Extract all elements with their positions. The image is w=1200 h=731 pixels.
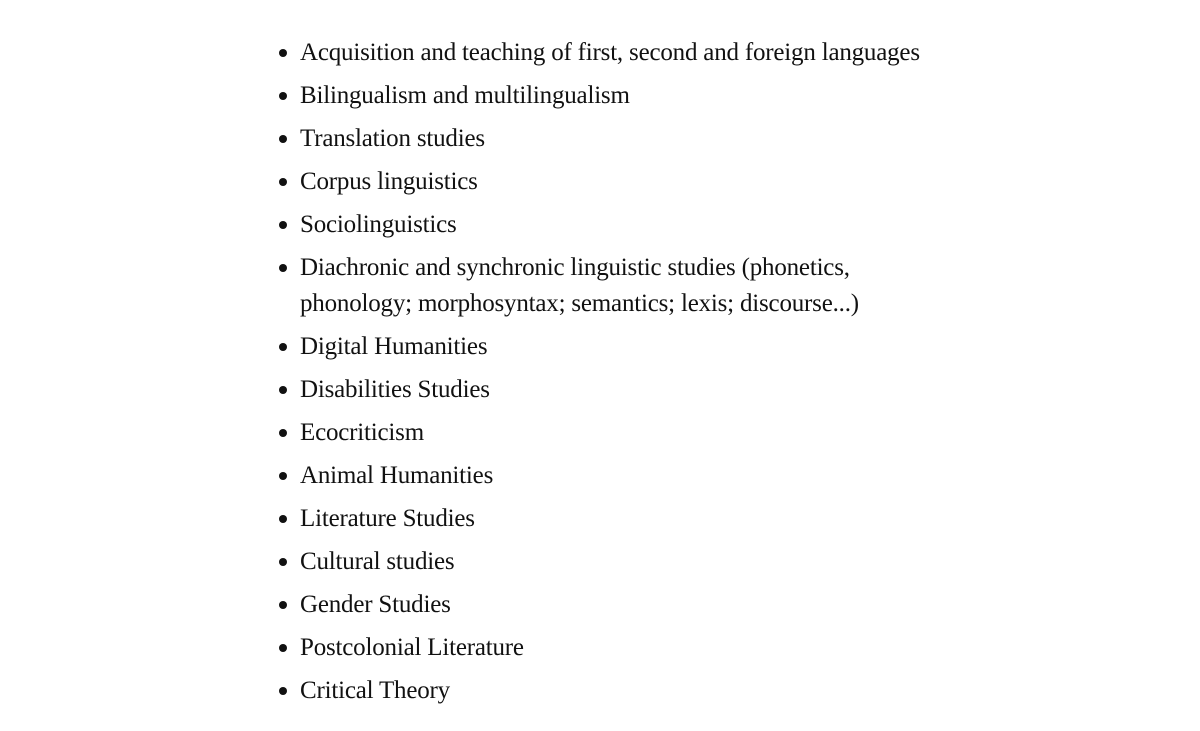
list-item-text: Sociolinguistics xyxy=(300,211,457,238)
bullet-icon xyxy=(279,49,287,57)
list-item xyxy=(277,415,997,451)
bullet-icon xyxy=(279,221,287,229)
list-item-text: Literature Studies xyxy=(300,505,475,532)
list-item-text: Digital Humanities xyxy=(300,333,488,360)
list-item-text: Ecocriticism xyxy=(300,419,424,446)
list-item-text: Critical Theory xyxy=(300,677,450,704)
bullet-icon xyxy=(279,687,287,695)
bullet-icon xyxy=(279,135,287,143)
bullet-icon xyxy=(279,515,287,523)
bullet-icon xyxy=(279,644,287,652)
list-item xyxy=(277,372,997,408)
list-item xyxy=(277,78,997,114)
list-item-text: Gender Studies xyxy=(300,591,451,618)
bullet-icon xyxy=(279,264,287,272)
bullet-icon xyxy=(279,558,287,566)
list-item xyxy=(277,207,997,243)
bullet-icon xyxy=(279,601,287,609)
bullet-icon xyxy=(279,386,287,394)
list-item-text: Translation studies xyxy=(300,125,485,152)
list-item-text: Acquisition and teaching of first, second and foreign languages xyxy=(300,39,920,66)
list-item xyxy=(277,673,997,709)
list-item xyxy=(277,630,997,666)
list-item-text: Postcolonial Literature xyxy=(300,634,524,661)
list-item-text: Disabilities Studies xyxy=(300,376,490,403)
list-item-text: Animal Humanities xyxy=(300,462,494,489)
list-item-text: Bilingualism and multilingualism xyxy=(300,82,630,109)
bullet-icon xyxy=(279,92,287,100)
list-item xyxy=(277,329,997,365)
list-item-text: Diachronic and synchronic linguistic studies (phonetics, phonology; morphosyntax; semantics; lexis; discourse...) xyxy=(300,254,859,317)
list-item xyxy=(277,121,997,157)
list-item xyxy=(277,458,997,494)
bullet-icon xyxy=(279,178,287,186)
bullet-icon xyxy=(279,472,287,480)
bullet-icon xyxy=(279,343,287,351)
list-item-text: Corpus linguistics xyxy=(300,168,478,195)
list-item xyxy=(277,250,997,322)
list-item xyxy=(277,544,997,580)
list-item xyxy=(277,501,997,537)
topic-list xyxy=(277,35,997,716)
list-item xyxy=(277,164,997,200)
list-item xyxy=(277,587,997,623)
bullet-icon xyxy=(279,429,287,437)
list-item-text: Cultural studies xyxy=(300,548,455,575)
list-item xyxy=(277,35,997,71)
